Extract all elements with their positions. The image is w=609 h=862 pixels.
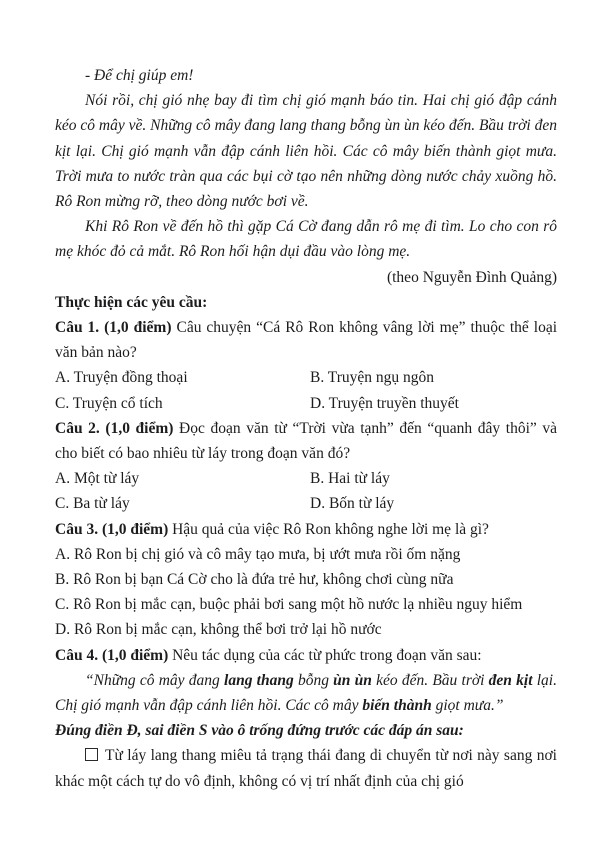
- question-1-text-line: [55, 315, 557, 365]
- question-3-option-c: C. Rô Ron bị mắc cạn, buộc phải bơi sang một hồ nước lạ nhiều nguy hiểm: [55, 596, 523, 614]
- checkbox-statement-text: Từ láy lang thang miêu tả trạng thái đang di chuyển từ nơi này sang nơi khác một cách tự do vô định, không có vị trí nhất định của chị gió: [55, 747, 557, 790]
- question-3-text: Hậu quả của việc Rô Ron không nghe lời mẹ là gì?: [172, 520, 489, 538]
- question-3-options: [55, 542, 557, 643]
- question-2-text: Đọc đoạn văn từ “Trời vừa tạnh” đến “quanh đây thôi” và cho biết có bao nhiêu từ láy trong đoạn văn đó?: [55, 419, 557, 463]
- question-2-text-line: [55, 416, 557, 466]
- question-2-option-c: C. Ba từ láy: [55, 495, 130, 513]
- section-heading: Thực hiện các yêu cầu:: [55, 293, 208, 311]
- story-paragraph-1: Nói rồi, chị gió nhẹ bay đi tìm chị gió mạnh báo tin. Hai chị gió đập cánh kéo cô mây về. Những cô mây đang lang thang bỗng ùn ùn kéo đến. Bầu trời đen kịt lại. Chị gió mạnh vẫn đập cánh liên hồi. Các cô mây biến thành giọt mưa. Trời mưa to nước tràn qua các bụi cờ tạo nên những dòng nước chảy xuồng hồ. Rô Ron mừng rỡ, theo dòng nước bơi về.: [55, 92, 557, 211]
- question-1-options: [55, 365, 557, 415]
- question-2: [55, 416, 557, 517]
- question-2-option-d: D. Bốn từ láy: [310, 495, 395, 513]
- question-4-checkbox-statement: [55, 743, 557, 793]
- question-1-option-a: A. Truyện đồng thoại: [55, 369, 188, 387]
- question-2-label: Câu 2. (1,0 điểm): [55, 419, 174, 437]
- question-3-option-d: D. Rô Ron bị mắc cạn, không thể bơi trở lại hồ nước: [55, 621, 382, 639]
- question-1: [55, 315, 557, 416]
- story-paragraph-2: Khi Rô Ron về đến hồ thì gặp Cá Cờ đang dẫn rô mẹ đi tìm. Lo cho con rô mẹ khóc đỏ cả mắt. Rô Ron hối hận dụi đầu vào lòng mẹ.: [55, 218, 557, 261]
- question-3-label: Câu 3. (1,0 điểm): [55, 520, 169, 538]
- question-4: [55, 643, 557, 794]
- question-1-label: Câu 1. (1,0 điểm): [55, 319, 172, 337]
- question-4-text: Nêu tác dụng của các từ phức trong đoạn văn sau:: [172, 646, 482, 664]
- question-3-option-a: A. Rô Ron bị chị gió và cô mây tạo mưa, bị ướt mưa rồi ốm nặng: [55, 545, 461, 563]
- dialogue-line: - Để chị giúp em!: [85, 67, 194, 84]
- question-1-option-d: D. Truyện truyền thuyết: [310, 394, 459, 412]
- question-4-instruction: Đúng điền Đ, sai điền S vào ô trống đứng trước các đáp án sau:: [55, 722, 464, 740]
- question-2-option-b: B. Hai từ láy: [310, 470, 390, 488]
- question-2-option-a: A. Một từ láy: [55, 470, 140, 488]
- question-3-option-b: B. Rô Ron bị bạn Cá Cờ cho là đứa trẻ hư, không chơi cùng nữa: [55, 571, 454, 589]
- question-3-text-line: [55, 517, 557, 542]
- question-3: [55, 517, 557, 643]
- question-2-options: [55, 466, 557, 516]
- question-4-quote: “Những cô mây đang lang thang bỗng ùn ùn kéo đến. Bầu trời đen kịt lại. Chị gió mạnh vẫn đập cánh liên hồi. Các cô mây biến thành giọt mưa.”: [55, 671, 557, 715]
- question-1-option-b: B. Truyện ngụ ngôn: [310, 369, 435, 387]
- question-4-label: Câu 4. (1,0 điểm): [55, 646, 169, 664]
- checkbox-icon: [85, 748, 98, 761]
- attribution: (theo Nguyễn Đình Quảng): [386, 268, 557, 286]
- question-1-option-c: C. Truyện cổ tích: [55, 394, 163, 412]
- question-4-text-line: [55, 643, 557, 668]
- question-1-text: Câu chuyện “Cá Rô Ron không vâng lời mẹ” thuộc thể loại văn bản nào?: [55, 319, 558, 362]
